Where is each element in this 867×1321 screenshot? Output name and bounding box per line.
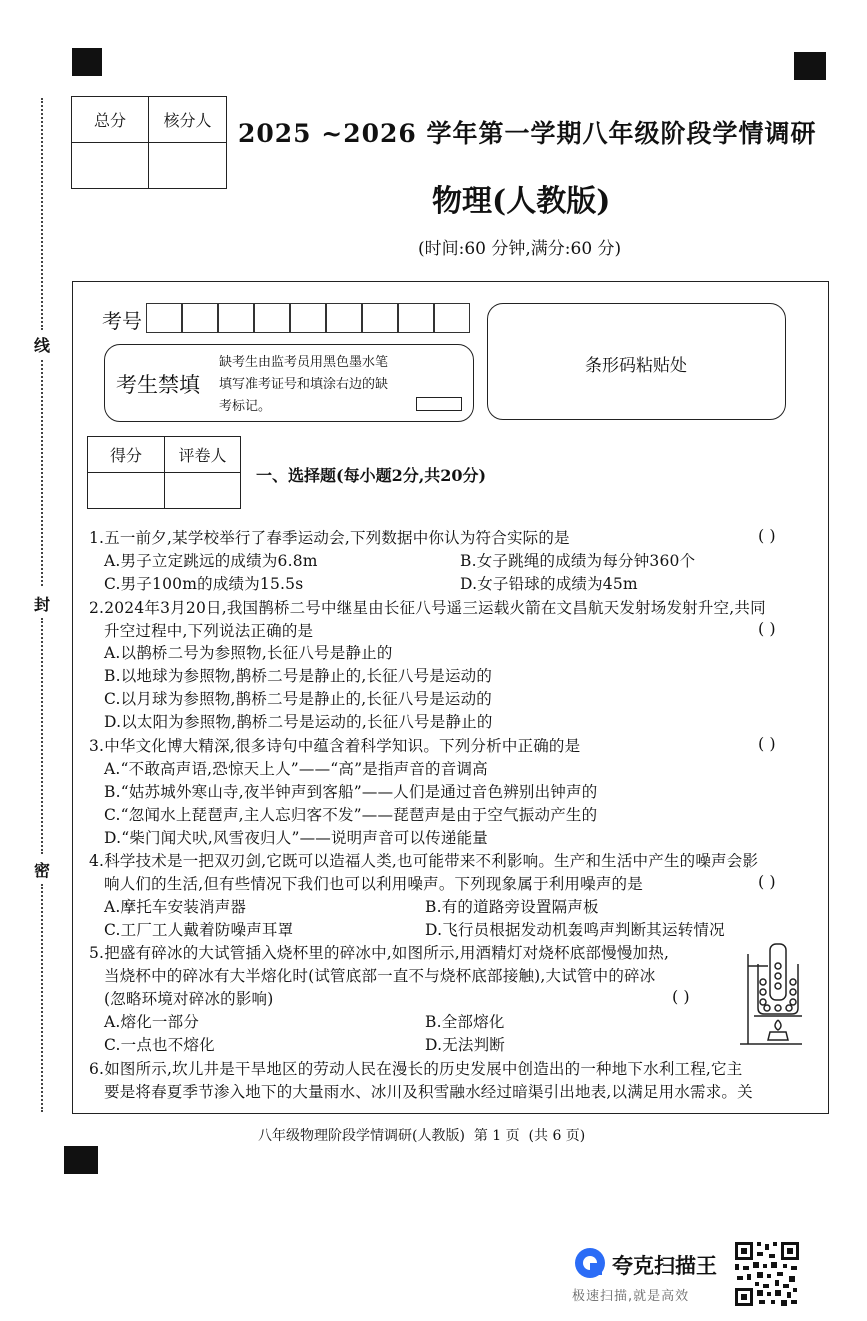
question-5-option-d: D.无法判断	[425, 1036, 506, 1054]
question-6-stem: 6.如图所示,坎儿井是干旱地区的劳动人民在漫长的历史发展中创造出的一种地下水利工程,它主	[89, 1060, 743, 1078]
question-4-option-b: B.有的道路旁设置隔声板	[425, 898, 599, 916]
question-4-stem: 响人们的生活,但有些情况下我们也可以利用噪声。下列现象属于利用噪声的是	[104, 875, 643, 893]
binding-dotted-line	[41, 884, 43, 1112]
question-2-option-a: A.以鹊桥二号为参照物,长征八号是静止的	[104, 644, 393, 662]
question-1-option-b: B.女子跳绳的成绩为每分钟360个	[460, 552, 696, 570]
section-grader-label: 评卷人	[165, 437, 241, 473]
answer-paren[interactable]: ( )	[672, 987, 690, 1006]
exam-no-digit-box[interactable]	[218, 303, 254, 333]
question-4-option-c: C.工厂工人戴着防噪声耳罩	[104, 921, 294, 939]
absent-note-line: 缺考生由监考员用黑色墨水笔	[219, 355, 389, 370]
scanner-slogan: 极速扫描,就是高效	[572, 1289, 690, 1304]
question-2-option-b: B.以地球为参照物,鹊桥二号是静止的,长征八号是运动的	[104, 667, 493, 685]
exam-no-digit-box[interactable]	[290, 303, 326, 333]
exam-no-digit-box[interactable]	[182, 303, 218, 333]
scanner-logo-icon	[573, 1246, 607, 1280]
absent-mark-box[interactable]	[416, 397, 462, 411]
answer-paren[interactable]: ( )	[758, 619, 776, 638]
registration-mark-top-left	[72, 48, 102, 76]
question-3-stem: 3.中华文化博大精深,很多诗句中蕴含着科学知识。下列分析中正确的是	[89, 737, 581, 755]
section-grader-cell[interactable]	[165, 473, 241, 509]
exam-no-digit-box[interactable]	[398, 303, 434, 333]
question-4-option-a: A.摩托车安装消声器	[104, 898, 247, 916]
registration-mark-top-right	[794, 52, 826, 80]
question-6-stem: 要是将春夏季节渗入地下的大量雨水、冰川及积雪融水经过暗渠引出地表,以满足用水需求。关	[104, 1083, 753, 1101]
section-score-label: 得分	[88, 437, 165, 473]
binding-dotted-line	[41, 98, 43, 330]
answer-paren[interactable]: ( )	[758, 526, 776, 545]
question-5-option-b: B.全部熔化	[425, 1013, 505, 1031]
answer-paren[interactable]: ( )	[758, 734, 776, 753]
absent-note-line: 考标记。	[219, 399, 272, 414]
checker-cell[interactable]	[149, 143, 227, 189]
question-5-option-a: A.熔化一部分	[104, 1013, 200, 1031]
question-1-option-d: D.女子铅球的成绩为45m	[460, 575, 638, 593]
qr-code-icon	[733, 1240, 801, 1308]
exam-no-digit-box[interactable]	[146, 303, 182, 333]
exam-no-digit-box[interactable]	[254, 303, 290, 333]
page-title: 2025 ~2026 学年第一学期八年级阶段学情调研	[238, 119, 817, 148]
section-score-cell[interactable]	[88, 473, 165, 509]
question-1-option-c: C.男子100m的成绩为15.5s	[104, 575, 304, 593]
question-2-stem: 2.2024年3月20日,我国鹊桥二号中继星由长征八号遥三运载火箭在文昌航天发射场发射升空,共同	[89, 599, 766, 617]
binding-char-feng: 封	[34, 595, 51, 614]
binding-char-xian: 线	[34, 336, 51, 355]
barcode-label: 条形码粘贴处	[585, 356, 687, 376]
question-3-option-a: A.“不敢高声语,恐惊天上人”——“高”是指声音的音调高	[104, 760, 488, 778]
absent-note-line: 填写准考证号和填涂右边的缺	[219, 377, 389, 392]
section-score-table	[87, 436, 241, 509]
time-info: (时间:60 分钟,满分:60 分)	[418, 239, 622, 259]
exam-no-digit-box[interactable]	[326, 303, 362, 333]
question-2-option-c: C.以月球为参照物,鹊桥二号是静止的,长征八号是运动的	[104, 690, 492, 708]
answer-paren[interactable]: ( )	[758, 872, 776, 891]
question-5-stem: (忽略环境对碎冰的影响)	[104, 990, 274, 1008]
scanner-brand: 夸克扫描王	[612, 1254, 717, 1278]
question-5-stem: 5.把盛有碎冰的大试管插入烧杯里的碎冰中,如图所示,用酒精灯对烧杯底部慢慢加热,	[89, 944, 670, 962]
question-5-option-c: C.一点也不熔化	[104, 1036, 215, 1054]
question-3-option-c: C.“忽闻水上琵琶声,主人忘归客不发”——琵琶声是由于空气振动产生的	[104, 806, 598, 824]
binding-char-mi: 密	[34, 861, 51, 880]
question-1-stem: 1.五一前夕,某学校举行了春季运动会,下列数据中你认为符合实际的是	[89, 529, 570, 547]
candidate-forbidden-label: 考生禁填	[116, 373, 200, 397]
binding-dotted-line	[41, 360, 43, 586]
total-score-label: 总分	[72, 97, 149, 143]
page-footer: 八年级物理阶段学情调研(人教版) 第 1 页 (共 6 页)	[258, 1128, 586, 1144]
question-4-option-d: D.飞行员根据发动机轰鸣声判断其运转情况	[425, 921, 725, 939]
exam-no-label: 考号	[102, 309, 142, 333]
registration-mark-bottom-left	[64, 1146, 98, 1174]
question-3-option-d: D.“柴门闻犬吠,风雪夜归人”——说明声音可以传递能量	[104, 829, 488, 847]
total-score-table	[71, 96, 227, 189]
question-1-option-a: A.男子立定跳远的成绩为6.8m	[104, 552, 318, 570]
question-5-apparatus-figure	[738, 936, 808, 1050]
exam-no-digit-box[interactable]	[362, 303, 398, 333]
question-5-stem: 当烧杯中的碎冰有大半熔化时(试管底部一直不与烧杯底部接触),大试管中的碎冰	[104, 967, 656, 985]
binding-dotted-line	[41, 618, 43, 854]
question-2-option-d: D.以太阳为参照物,鹊桥二号是运动的,长征八号是静止的	[104, 713, 493, 731]
question-3-option-b: B.“姑苏城外寒山寺,夜半钟声到客船”——人们是通过音色辨别出钟声的	[104, 783, 598, 801]
section-title: 一、选择题(每小题2分,共20分)	[256, 466, 487, 485]
exam-no-digit-box[interactable]	[434, 303, 470, 333]
total-score-cell[interactable]	[72, 143, 149, 189]
question-2-stem: 升空过程中,下列说法正确的是	[104, 622, 314, 640]
checker-label: 核分人	[149, 97, 227, 143]
subject-title: 物理(人教版)	[432, 184, 611, 219]
question-4-stem: 4.科学技术是一把双刃剑,它既可以造福人类,也可能带来不利影响。生产和生活中产生的噪声会影	[89, 852, 759, 870]
